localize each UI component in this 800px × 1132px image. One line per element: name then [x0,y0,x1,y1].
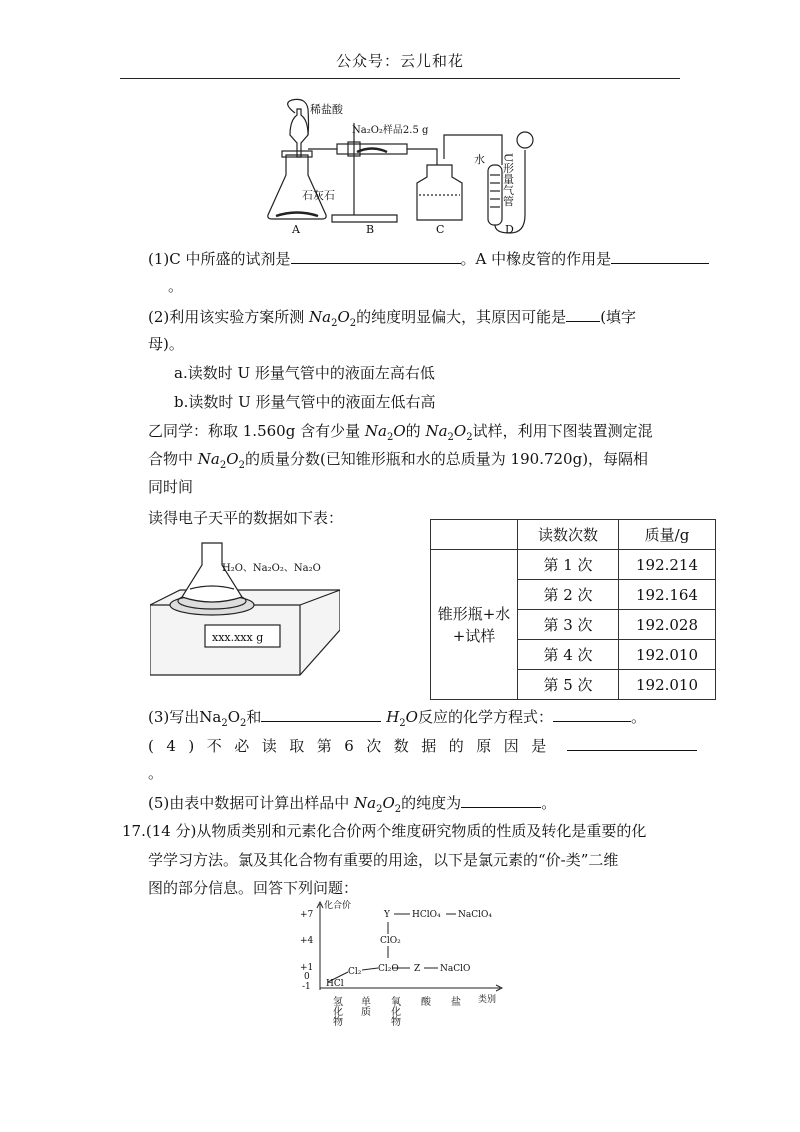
read-1: 第 1 次 [518,550,619,580]
cat-element: 单质 [358,996,370,1016]
pt-NaClO4: NaClO₄ [458,910,492,920]
pt-HClO4: HClO₄ [412,910,441,920]
option-b: b.读数时 U 形量气管中的液面左低右高 [174,393,436,411]
q5-line: (5)由表中数据可计算出样品中 $Na_2O_2$的纯度为 。 [148,791,556,821]
cat-acid: 酸 [418,996,430,1006]
balance-display: xxx.xxx g [212,631,264,644]
ytick-neg1: -1 [302,982,311,992]
data-table [430,519,716,700]
mass-3: 192.028 [619,610,716,640]
pt-Z: Z [414,964,421,974]
label-u-tube: U形量气管 [501,153,515,207]
q4-line: (4)不必读取第6次数据的原因是 [148,734,697,757]
header-divider [120,78,680,79]
valence-chart [290,898,510,1038]
label-B: B [366,223,375,236]
q4-end: 。 [148,764,164,782]
mass-4: 192.010 [619,640,716,670]
q1-end: 。 [168,277,184,295]
q3-line: (3)写出$Na_2O_2$和 $H_2O$反应的化学方程式： 。 [148,705,646,735]
q4-blank[interactable] [567,734,697,751]
chart-xlabel: 类别 [478,995,497,1005]
header-reads: 读数次数 [518,520,619,550]
q2-blank[interactable] [566,305,600,322]
q17-line-1: 17.(14 分)从物质类别和元素化合价两个维度研究物质的性质及转化是重要的化 [122,822,647,840]
pt-Cl2O: Cl₂O [378,964,399,974]
q17-line-2: 学学习方法。氯及其化合物有重要的用途，以下是氯元素的“价-类”二维 [148,851,619,869]
q3-blank-2[interactable] [553,705,631,722]
mass-2: 192.164 [619,580,716,610]
table-corner [431,520,518,550]
label-acid: 稀盐酸 [310,103,343,116]
header-mass: 质量/g [619,520,716,550]
label-limestone: 石灰石 [302,189,335,202]
q17-line-3: 图的部分信息。回答下列问题： [148,879,359,897]
page-header: 公众号：云儿和花 [335,52,464,70]
label-water: 水 [474,153,485,166]
read-table-intro: 读得电子天平的数据如下表： [148,509,344,527]
apparatus-diagram [262,95,562,237]
read-5: 第 5 次 [518,670,619,700]
q3-blank-1[interactable] [261,705,381,722]
mass-5: 192.010 [619,670,716,700]
option-a: a.读数时 U 形量气管中的液面左高右低 [174,364,435,382]
mass-1: 192.214 [619,550,716,580]
balance-illustration [150,535,340,680]
pt-Y: Y [384,910,390,920]
q1-blank-2[interactable] [611,247,709,264]
cat-salt: 盐 [448,996,460,1006]
pt-HCl: HCl [326,979,344,989]
balance-label: H₂O、Na₂O₂、Na₂O [222,563,321,574]
pt-ClO2: ClO₂ [380,936,401,946]
yi-line-1: 乙同学：称取 1.560g 含有少量 $Na_2O$的 $Na_2O_2$试样，利用下图装置测定混 [148,422,653,443]
q2-line: (2)利用该实验方案所测 $Na_2O_2$的纯度明显偏大，其原因可能是 (填字 [148,305,636,335]
yi-line-2: 合物中 $Na_2O_2$的质量分数(已知锥形瓶和水的总质量为 190.720g)，每隔相 [148,450,649,471]
label-A: A [292,223,300,236]
read-2: 第 2 次 [518,580,619,610]
label-C: C [436,223,445,236]
q5-blank[interactable] [461,791,541,808]
read-4: 第 4 次 [518,640,619,670]
ytick-4: +4 [300,936,314,946]
ytick-7: +7 [300,910,314,920]
q1-blank-1[interactable] [291,247,461,264]
pt-Cl2: Cl₂ [348,967,362,977]
chart-ylabel: 化合价 [324,901,352,911]
read-3: 第 3 次 [518,610,619,640]
q2-line2: 母)。 [148,335,184,353]
ytick-0: 0 [304,972,310,982]
label-D: D [505,223,514,236]
yi-line-3: 同时间 [148,478,194,496]
cat-oxide: 氧化物 [388,996,400,1026]
row-label: 锥形瓶+水 +试样 [431,550,518,700]
label-sample: Na₂O₂样品2.5 g [352,125,429,136]
q1-line: (1)C 中所盛的试剂是 。A 中橡皮管的作用是 [148,247,709,270]
ytick-1: +1 [300,963,314,973]
pt-NaClO: NaClO [440,964,471,974]
cat-hydride: 氢化物 [330,996,342,1026]
